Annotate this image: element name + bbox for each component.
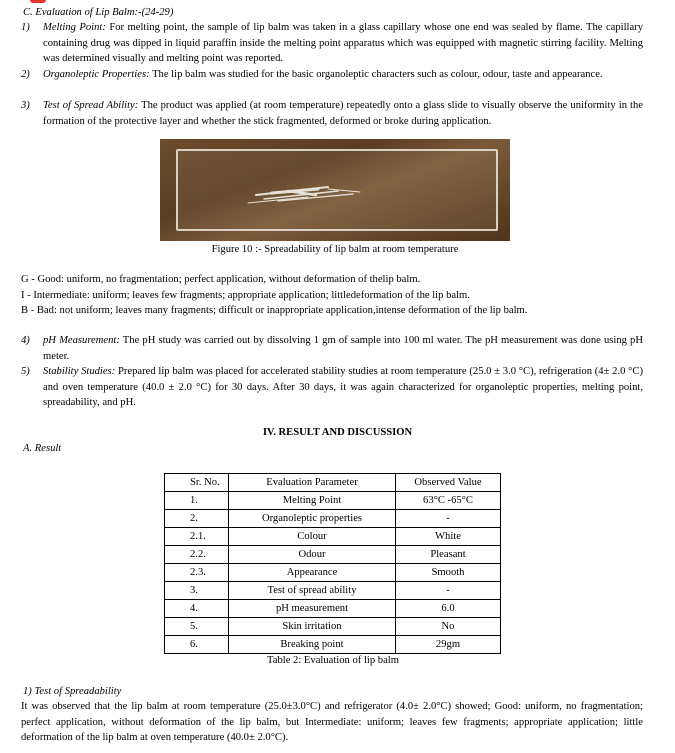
spread-ability-item: [21, 98, 643, 129]
figure-caption: Figure 10 :- Spreadability of lip balm at room temperature: [211, 244, 459, 255]
table-cell: 6.: [165, 636, 229, 654]
item-text: The product was applied (at room temperature) repeatedly onto a glass slide to visually observe the uniformity in the formation of the protective layer and whether the stick fragmented, deformed or broke during application.: [43, 100, 643, 127]
spreadability-heading: 1) Test of Spreadability: [23, 686, 122, 697]
lip-balm-smear: [178, 151, 496, 229]
item-title: Organoleptic Properties:: [43, 69, 150, 80]
item-title: Melting Point:: [43, 22, 106, 33]
evaluation-heading: C. Evaluation of Lip Balm:-(24-29): [23, 7, 174, 18]
table-row: [165, 582, 501, 600]
table-cell: 2.1.: [165, 528, 229, 546]
table-cell: Test of spread ability: [229, 582, 396, 600]
table-header-cell: Evaluation Parameter: [229, 474, 396, 492]
evaluation-table: [164, 473, 501, 654]
item-number: 4): [21, 335, 30, 346]
table-cell: No: [396, 618, 501, 636]
table-cell: Smooth: [396, 564, 501, 582]
table-cell: 4.: [165, 600, 229, 618]
table-row: [165, 510, 501, 528]
subsection-heading: A. Result: [23, 443, 62, 454]
table-cell: White: [396, 528, 501, 546]
table-cell: Odour: [229, 546, 396, 564]
grade-bad: B - Bad: not uniform; leaves many fragments; difficult or inappropriate application,intense deformation of the lip balm.: [21, 305, 528, 317]
table-cell: -: [396, 582, 501, 600]
spreadability-figure-image: [160, 139, 510, 241]
section-heading: IV. RESULT AND DISCUSSION: [262, 427, 413, 438]
table-cell: 3.: [165, 582, 229, 600]
table-row: [165, 564, 501, 582]
organoleptic-item: [21, 67, 643, 83]
item-number: 5): [21, 366, 30, 377]
item-text: For melting point, the sample of lip balm was taken in a glass capillary whose one end was sealed by flame. The capillary containing drug was dipped in liquid paraffin inside the melting point apparatus which was equipped with magnetic stirring facility. Melting was determined visually and melting point was reported.: [43, 22, 643, 65]
item-title: pH Measurement:: [43, 335, 120, 346]
table-row: [165, 618, 501, 636]
table-cell: Pleasant: [396, 546, 501, 564]
table-cell: 6.0: [396, 600, 501, 618]
grade-good: G - Good: uniform, no fragmentation; perfect application, without deformation of thelip balm.: [21, 274, 421, 285]
table-cell: 63°C -65°C: [396, 492, 501, 510]
table-header-cell: Observed Value: [396, 474, 501, 492]
table-row: [165, 528, 501, 546]
table-cell: 2.2.: [165, 546, 229, 564]
item-number: 1): [21, 22, 30, 33]
item-text: Prepared lip balm was placed for accelerated stability studies at room temperature (25.0 ± 3.0 °C), refrigeration (4± 2.0 °C) and oven temperature (40.0 ± 2.0 °C) for 30 days. After 30 days, it was again characterized for organoleptic properties, melting point, spreadability, and pH.: [43, 366, 643, 409]
page-edge-mark: [30, 0, 46, 3]
glass-slide: [176, 149, 498, 231]
table-cell: Colour: [229, 528, 396, 546]
table-header-cell: Sr. No.: [165, 474, 229, 492]
table-row: [165, 636, 501, 654]
table-header-row: [165, 474, 501, 492]
item-title: Stability Studies:: [43, 366, 116, 377]
item-number: 3): [21, 100, 30, 111]
table-cell: Skin irritation: [229, 618, 396, 636]
ph-measurement-item: [21, 333, 643, 364]
table-cell: Appearance: [229, 564, 396, 582]
table-cell: 29gm: [396, 636, 501, 654]
table-cell: Melting Point: [229, 492, 396, 510]
table-row: [165, 546, 501, 564]
table-cell: 2.3.: [165, 564, 229, 582]
table-cell: Organoleptic properties: [229, 510, 396, 528]
item-number: 2): [21, 69, 30, 80]
table-cell: 5.: [165, 618, 229, 636]
item-text: The lip balm was studied for the basic organoleptic characters such as colour, odour, taste and appearance.: [149, 69, 603, 80]
table-cell: pH measurement: [229, 600, 396, 618]
table-row: [165, 492, 501, 510]
item-text: The pH study was carried out by dissolving 1 gm of sample into 100 ml water. The pH measurement was done using pH meter.: [43, 335, 643, 362]
table-cell: 1.: [165, 492, 229, 510]
table-cell: 2.: [165, 510, 229, 528]
item-title: Test of Spread Ability:: [43, 100, 139, 111]
grade-intermediate: I - Intermediate: uniform; leaves few fragments; appropriate application; littledeformation of the lip balm.: [21, 289, 470, 301]
table-cell: -: [396, 510, 501, 528]
melting-point-item: [21, 20, 643, 67]
stability-studies-item: [21, 364, 643, 411]
table-cell: Breaking point: [229, 636, 396, 654]
table-row: [165, 600, 501, 618]
spreadability-paragraph: It was observed that the lip balm at room temperature (25.0±3.0°C) and refrigerator (4.0± 2.0°C) showed; Good: uniform, no fragmentation; perfect application, without deformation of the lip balm, but Intermediate: uniform; leaves few fragments; appropriate application; little deformation of the lip balm at oven temperature (40.0± 2.0°C).: [21, 701, 643, 744]
grade-legend: [21, 272, 661, 319]
table-caption: Table 2: Evaluation of lip balm: [267, 655, 399, 666]
